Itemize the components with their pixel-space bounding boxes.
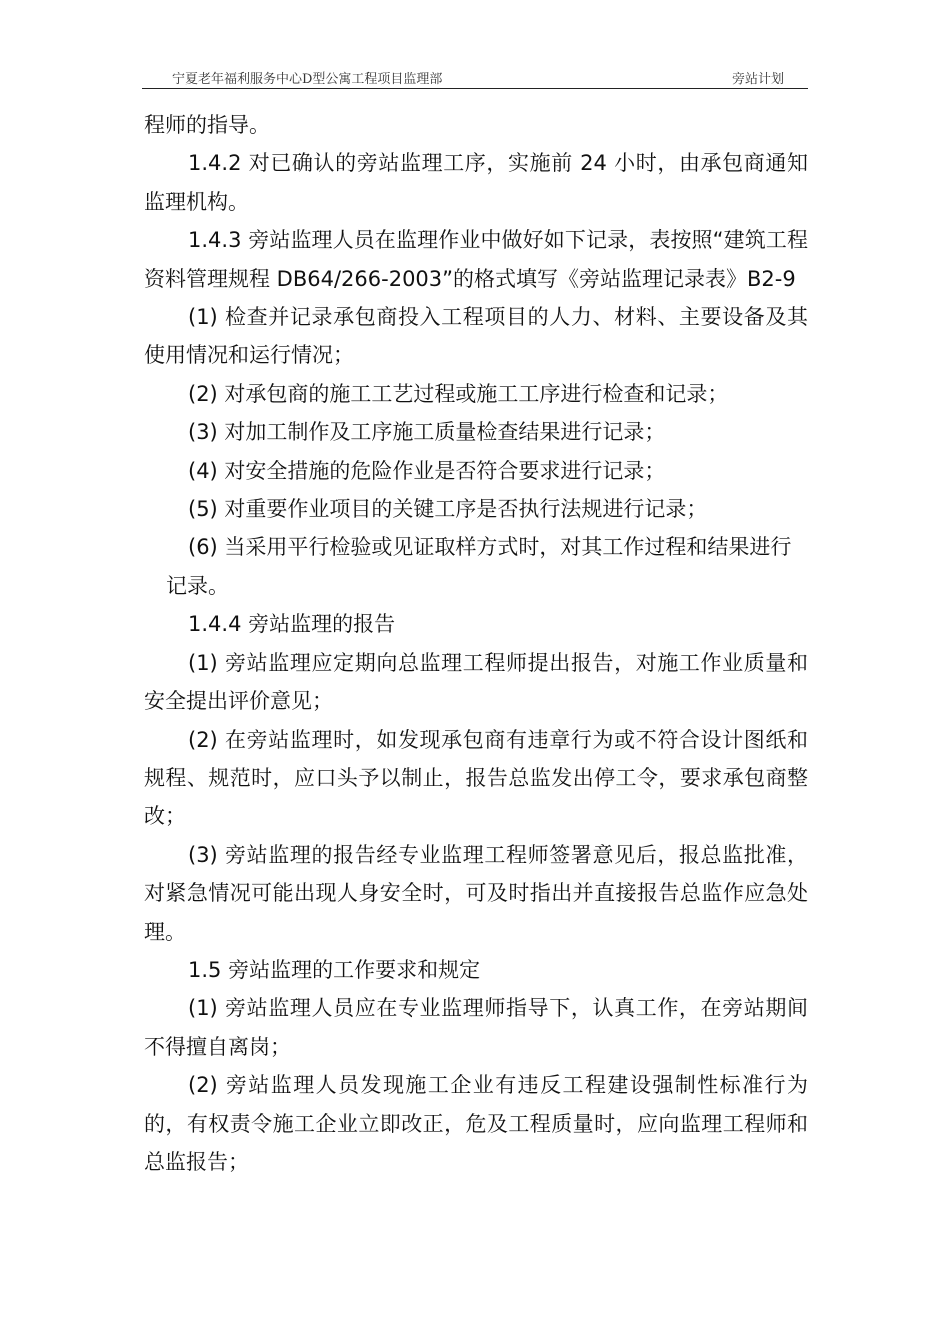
heading-1-4-4: 1.4.4 旁站监理的报告	[188, 612, 396, 637]
document-body	[144, 106, 808, 1181]
paragraph-1-4-2: 1.4.2 对已确认的旁站监理工序，实施前 24 小时，由承包商通知监理机构。	[144, 151, 808, 214]
page-header	[142, 64, 808, 89]
list-item-rule-2: (2) 旁站监理人员发现施工企业有违反工程建设强制性标准行为的，有权责令施工企业立即改正，危及工程质量时，应向监理工程师和总监报告；	[144, 1073, 808, 1174]
list-item-report-2: (2) 在旁站监理时，如发现承包商有违章行为或不符合设计图纸和规程、规范时，应口头予以制止，报告总监发出停工令，要求承包商整改；	[144, 727, 808, 829]
list-item-record-2: (2) 对承包商的施工工艺过程或施工工序进行检查和记录；	[188, 381, 729, 406]
list-item-record-1: (1) 检查并记录承包商投入工程项目的人力、材料、主要设备及其使用情况和运行情况；	[144, 305, 808, 368]
paragraph-continuation: 程师的指导。	[144, 113, 270, 137]
list-item-record-4: (4) 对安全措施的危险作业是否符合要求进行记录；	[188, 458, 666, 483]
list-item-record-6-cont: 记录。	[166, 573, 229, 598]
list-item-rule-1: (1) 旁站监理人员应在专业监理师指导下，认真工作，在旁站期间不得擅自离岗；	[144, 996, 808, 1059]
list-item-record-6: (6) 当采用平行检验或见证取样方式时，对其工作过程和结果进行	[188, 535, 792, 560]
header-project-title: 宁夏老年福利服务中心D型公寓工程项目监理部	[172, 72, 443, 87]
header-section-title: 旁站计划	[731, 72, 784, 87]
paragraph-1-4-3: 1.4.3 旁站监理人员在监理作业中做好如下记录，表按照“建筑工程资料管理规程 DB64/266-2003”的格式填写《旁站监理记录表》B2-9	[144, 228, 808, 291]
list-item-report-1: (1) 旁站监理应定期向总监理工程师提出报告，对施工作业质量和安全提出评价意见；	[144, 650, 808, 714]
heading-1-5: 1.5 旁站监理的工作要求和规定	[188, 957, 481, 982]
list-item-report-3: (3) 旁站监理的报告经专业监理工程师签署意见后，报总监批准，对紧急情况可能出现人身安全时，可及时指出并直接报告总监作应急处理。	[144, 842, 808, 944]
list-item-record-5: (5) 对重要作业项目的关键工序是否执行法规进行记录；	[188, 497, 708, 522]
list-item-record-3: (3) 对加工制作及工序施工质量检查结果进行记录；	[188, 420, 666, 445]
